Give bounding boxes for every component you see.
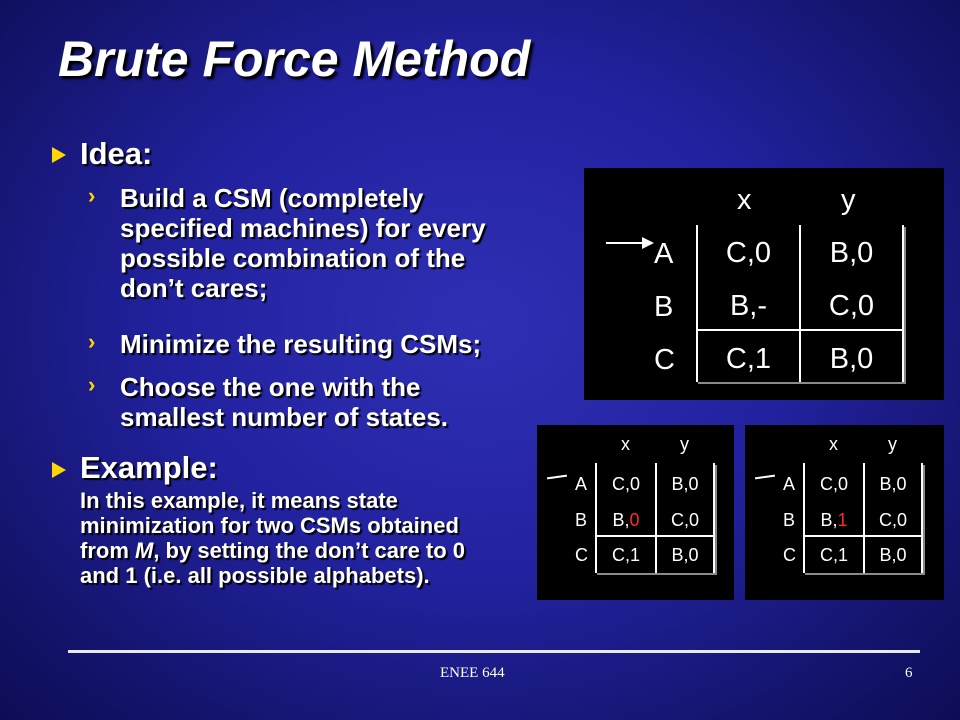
col-header-y: y [888, 434, 897, 454]
example-body-line-4: and 1 (i.e. all possible alphabets). [80, 563, 430, 588]
cell-c-y: B,0 [829, 343, 874, 375]
cell-c-x: C,1 [725, 343, 772, 375]
cell-a-y: B,0 [829, 237, 874, 269]
sub-bullet-3-line-2: smallest number of states. [120, 402, 448, 432]
sub-bullet-icon: › [88, 183, 96, 208]
footer-course: ENEE 644 [440, 665, 505, 681]
sub-bullet-2 [120, 329, 550, 359]
example-body [80, 488, 530, 588]
row-label-c: C [575, 545, 588, 565]
state-table-main [584, 168, 944, 400]
slide-title: Brute Force Method [58, 31, 531, 87]
cell-b-y: C,0 [670, 510, 699, 530]
row-label-b: B [575, 510, 588, 530]
cell-b-y: C,0 [828, 290, 875, 322]
example-label: Example: [80, 450, 218, 485]
col-header-x: x [621, 434, 630, 454]
cell-a-y: B,0 [879, 474, 907, 494]
footer-divider [68, 650, 920, 653]
cell-a-x: C,0 [725, 237, 772, 269]
idea-label: Idea: [80, 136, 153, 171]
state-table-dc0 [537, 425, 734, 600]
state-grid [696, 225, 904, 382]
sub-bullet-1-line-4: don’t cares; [120, 273, 268, 303]
row-label-b: B [654, 291, 674, 323]
row-label-a: A [575, 474, 588, 494]
sub-bullet-1-line-3: possible combination of the [120, 243, 466, 273]
example-body-line-2: minimization for two CSMs obtained [80, 513, 459, 538]
sub-bullet-1-line-1: Build a CSM (completely [120, 183, 424, 213]
cell-a-x: C,0 [611, 474, 640, 494]
sub-bullet-3-line-1: Choose the one with the [120, 372, 421, 402]
start-arrow-icon [547, 475, 567, 480]
row-label-c: C [654, 344, 675, 376]
sub-bullet-1-line-2: specified machines) for every [120, 213, 486, 243]
col-header-x: x [737, 184, 752, 216]
col-header-y: y [680, 434, 689, 454]
cell-c-y: B,0 [671, 545, 699, 565]
dont-care-value: 0 [629, 510, 640, 530]
example-body-line-1: In this example, it means state [80, 488, 398, 513]
dont-care-value: 1 [837, 510, 848, 530]
start-arrow-head-icon [642, 237, 654, 249]
row-label-a: A [654, 238, 674, 270]
state-grid [595, 463, 715, 573]
sub-bullet-icon: › [88, 329, 96, 354]
example-body-line-3: from M, by setting the don’t care to 0 [80, 538, 466, 563]
row-label-c: C [783, 545, 796, 565]
cell-a-y: B,0 [671, 474, 699, 494]
col-header-x: x [829, 434, 838, 454]
cell-a-x: C,0 [819, 474, 848, 494]
state-grid [803, 463, 923, 573]
start-arrow-icon [606, 242, 646, 244]
row-label-a: A [783, 474, 796, 494]
cell-c-x: C,1 [611, 545, 640, 565]
col-header-y: y [841, 184, 856, 216]
cell-b-x: B,- [729, 290, 768, 322]
bullet-arrow-icon [52, 147, 66, 163]
cell-b-y: C,0 [878, 510, 907, 530]
sub-bullet-2-line-1: Minimize the resulting CSMs; [120, 329, 482, 359]
row-label-b: B [783, 510, 796, 530]
cell-b-x: B,0 [612, 510, 640, 530]
sub-bullet-icon: › [88, 372, 96, 397]
start-arrow-icon [755, 475, 775, 480]
sub-bullet-1 [120, 183, 550, 303]
cell-c-y: B,0 [879, 545, 907, 565]
cell-b-x: B,1 [820, 510, 848, 530]
sub-bullet-3 [120, 372, 550, 432]
cell-c-x: C,1 [819, 545, 848, 565]
state-table-dc1 [745, 425, 944, 600]
bullet-arrow-icon [52, 462, 66, 478]
footer-page-number: 6 [905, 665, 913, 681]
